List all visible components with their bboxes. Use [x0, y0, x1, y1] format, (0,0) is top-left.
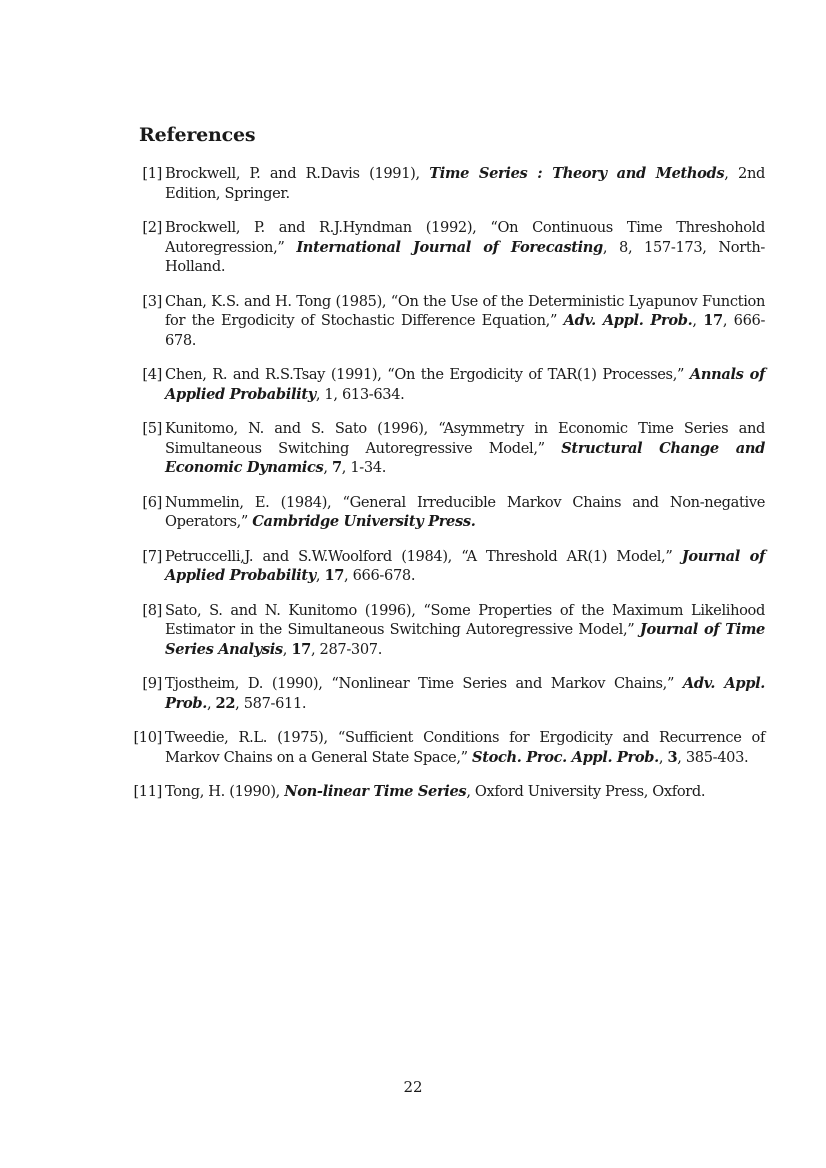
reference-number: [4] [142, 366, 162, 383]
reference-number: [2] [142, 219, 162, 236]
reference-authors: Petruccelli,J. and S.W.Woolford (1984), “A Threshold AR(1) Model,” [165, 547, 673, 565]
reference-journal: Cambridge University Press. [252, 513, 476, 530]
reference-authors: Tong, H. (1990), [165, 783, 280, 800]
reference-volume: 7 [331, 459, 342, 476]
reference-book-title: Time Series : Theory and Methods [429, 165, 725, 182]
reference-journal: Stoch. Proc. Appl. Prob. [472, 748, 659, 766]
reference-details: , 1-34. [341, 459, 387, 476]
reference-authors: Tjostheim, D. (1990), “Nonlinear Time Series and Markov Chains,” [165, 675, 675, 692]
reference-number: [11] [133, 783, 162, 800]
reference-volume: 17 [703, 312, 723, 329]
reference-details: , 587-611. [235, 694, 307, 712]
reference-authors: Chen, R. and R.S.Tsay (1991), “On the Ergodicity of TAR(1) Processes,” [165, 366, 685, 383]
reference-journal: Annals of Applied Probability [165, 366, 765, 403]
reference-number: [7] [142, 547, 162, 565]
reference-item: [9] Tjostheim, D. (1990), “Nonlinear Time Series and Markov Chains,” Adv. Appl. Prob., 22, 587-611. [131, 674, 765, 713]
reference-details: , 8, 157-173, North-Holland. [165, 238, 765, 275]
reference-authors: Nummelin, E. (1984), “General Irreducible Markov Chains and Non-negative Operators,” [165, 493, 765, 530]
reference-journal: Journal of Applied Probability [165, 547, 765, 584]
reference-item [131, 493, 765, 532]
reference-item [131, 164, 765, 203]
reference-volume: 22 [215, 694, 236, 712]
page-number: 22 [403, 1078, 423, 1096]
reference-item [131, 782, 765, 802]
reference-details: , 1, 613-634. [315, 385, 405, 403]
reference-details: , 666-678. [344, 567, 416, 584]
reference-item: [10] Tweedie, R.L. (1975), “Sufficient Conditions for Ergodicity and Recurrence of Markov Chains on a General State Space,” Stoch. Proc. Appl. Prob., 3, 385-403. [131, 728, 765, 767]
reference-journal: Adv. Appl. Prob. [165, 675, 765, 712]
reference-number: [3] [142, 292, 162, 310]
reference-details: , Oxford University Press, Oxford. [466, 783, 706, 800]
reference-item: [7] Petruccelli,J. and S.W.Woolford (1984), “A Threshold AR(1) Model,” Journal of Applied Probability, 17, 666-678. [131, 547, 765, 586]
reference-authors: Tweedie, R.L. (1975), “Sufficient Conditions for Ergodicity and Recurrence of Markov Chains on a General State Space,” [165, 729, 765, 766]
reference-number: [5] [142, 420, 162, 437]
reference-journal: Journal of Time Series Analysis [165, 621, 765, 658]
reference-details: , 287-307. [310, 640, 383, 658]
reference-authors: Brockwell, P. and R.Davis (1991), [165, 165, 420, 182]
reference-details: , 2nd Edition, Springer. [165, 165, 766, 202]
reference-authors: Kunitomo, N. and S. Sato (1996), “Asymmetry in Economic Time Series and Simultaneous Switching Autoregressive Model,” [165, 420, 765, 457]
reference-number: [1] [142, 165, 162, 182]
reference-journal: Adv. Appl. Prob. [563, 312, 693, 329]
reference-book-title: Non-linear Time Series [284, 783, 467, 800]
reference-authors: Chan, K.S. and H. Tong (1985), “On the Use of the Deterministic Lyapunov Function for the Ergodicity of Stochastic Difference Equation,” [165, 292, 765, 329]
reference-journal: International Journal of Forecasting [296, 238, 603, 256]
reference-number: [8] [142, 601, 162, 619]
reference-item: [8] Sato, S. and N. Kunitomo (1996), “Some Properties of the Maximum Likelihood Estimator in the Simultaneous Switching Autoregressive Model,” Journal of Time Series Analysis, 17, 287-307. [131, 601, 765, 660]
reference-journal: Structural Change and Economic Dynamics [165, 439, 765, 476]
reference-volume: 3 [667, 748, 678, 766]
reference-authors: Brockwell, P. and R.J.Hyndman (1992), “On Continuous Time Threshohold Autoregression,” [165, 219, 765, 256]
reference-authors: Sato, S. and N. Kunitomo (1996), “Some Properties of the Maximum Likelihood Estimator in the Simultaneous Switching Autoregressive Model,” [165, 601, 765, 638]
reference-item: [3] Chan, K.S. and H. Tong (1985), “On the Use of the Deterministic Lyapunov Function for the Ergodicity of Stochastic Difference Equation,” Adv. Appl. Prob., 17, 666-678. [131, 292, 765, 351]
reference-volume: 17 [291, 640, 311, 658]
reference-list [131, 164, 765, 817]
reference-number: [10] [133, 729, 162, 746]
reference-item: [5] Kunitomo, N. and S. Sato (1996), “Asymmetry in Economic Time Series and Simultaneous Switching Autoregressive Model,” Structural Change and Economic Dynamics, 7, 1-34. [131, 419, 765, 478]
reference-volume: 17 [324, 567, 345, 584]
reference-details: , 666-678. [165, 312, 766, 349]
reference-number: [6] [142, 493, 162, 511]
reference-item [131, 218, 765, 277]
reference-number: [9] [142, 675, 162, 692]
reference-details: , 385-403. [677, 748, 749, 766]
reference-item [131, 365, 765, 404]
section-heading: References [139, 124, 256, 146]
